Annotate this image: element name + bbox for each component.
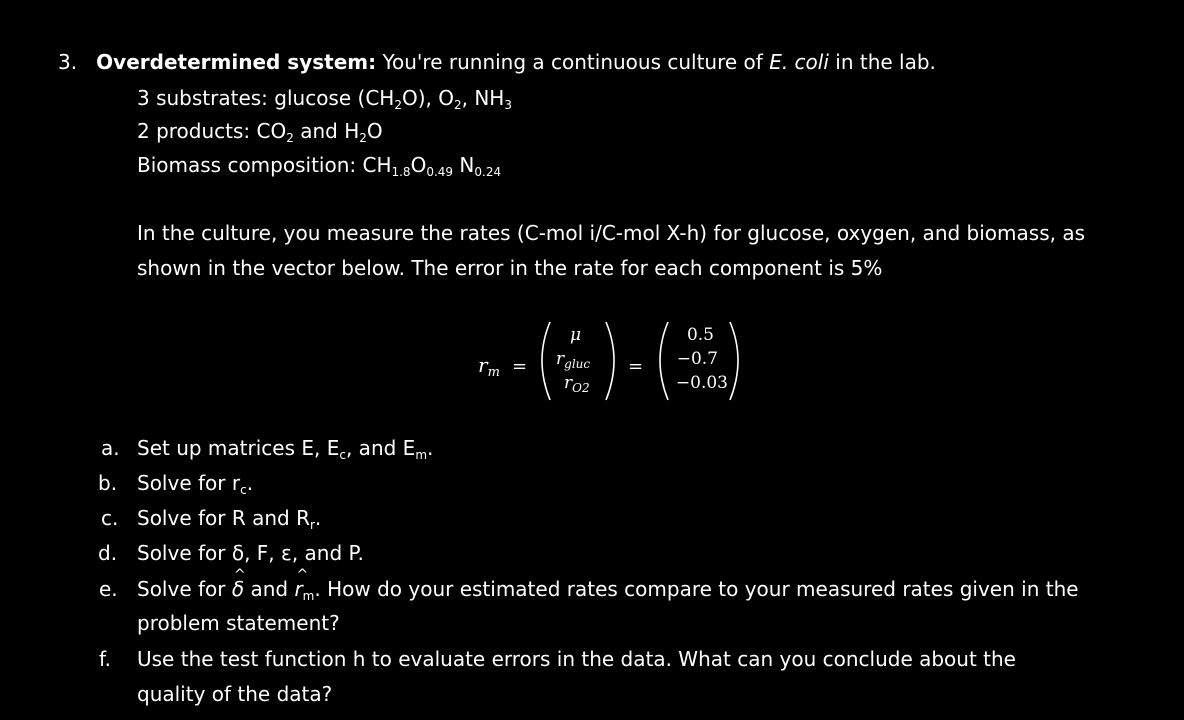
delta-hat-symbol: δ ^ [232,577,244,601]
products-line: 2 products: $CO_2$ and $H_2O$ [137,119,383,145]
part-c-label: c. [101,506,119,530]
part-a-label: a. [101,436,120,460]
r-o2-symbol: $r_{O2}$ [564,373,590,395]
rate-vector-equation [470,310,770,410]
measure-line-1: In the culture, you measure the rates (C-mol i/C-mol X-h) for glucose, oxygen, and biomass, as [137,221,1085,245]
problem-intro: You're running a continuous culture of [382,50,763,74]
biomass-line: Biomass composition: $CH_{1.8}O_{0.49}$ $N_{0.24}$ [137,153,502,179]
problem-intro-end: in the lab. [835,50,936,74]
r-hat-symbol: r ^ [294,577,302,601]
equals-sign-2: = [628,356,644,377]
part-e-text: Solve for δ ^ and r $\^{}_m$. How do your estimated rates compare to your measured rates given in the [137,577,1079,601]
part-c-text: Solve for R and $R_r$. [137,506,322,532]
mu-symbol: μ [570,325,582,345]
rm-symbol: $r_m$ [478,353,500,380]
organism-name: E. coli [769,50,829,74]
left-paren-open [542,322,550,400]
value-gluc: −0.7 [676,349,718,369]
measure-line-2: shown in the vector below. The error in the rate for each component is 5% [137,256,883,280]
part-e-text-line2: problem statement? [137,611,340,635]
problem-number: 3. [58,50,78,74]
part-d-text: Solve for δ, F, ε, and P. [137,541,364,565]
part-f-text: Use the test function h to evaluate errors in the data. What can you conclude about the [137,647,1016,671]
part-f-label: f. [99,647,111,671]
right-paren-open [660,322,668,400]
left-paren-close [606,322,614,400]
value-o2: −0.03 [675,373,728,393]
right-paren-close [730,322,738,400]
part-e-label: e. [99,577,118,601]
part-a-text: Set up matrices E, $E_c$, and $E_m$. [137,436,434,462]
part-f-text-line2: quality of the data? [137,682,333,706]
part-d-label: d. [98,541,118,565]
substrates-line: 3 substrates: glucose $(CH_2O)$, $O_2$, $NH_3$ [137,86,512,112]
equals-sign-1: = [512,356,528,377]
problem-header [58,50,936,74]
r-gluc-symbol: $r_{gluc}$ [556,349,591,371]
problem-title: Overdetermined system: [96,50,377,74]
value-mu: 0.5 [686,325,714,345]
part-b-label: b. [98,471,118,495]
part-b-text: Solve for $r_c$. [137,471,254,497]
